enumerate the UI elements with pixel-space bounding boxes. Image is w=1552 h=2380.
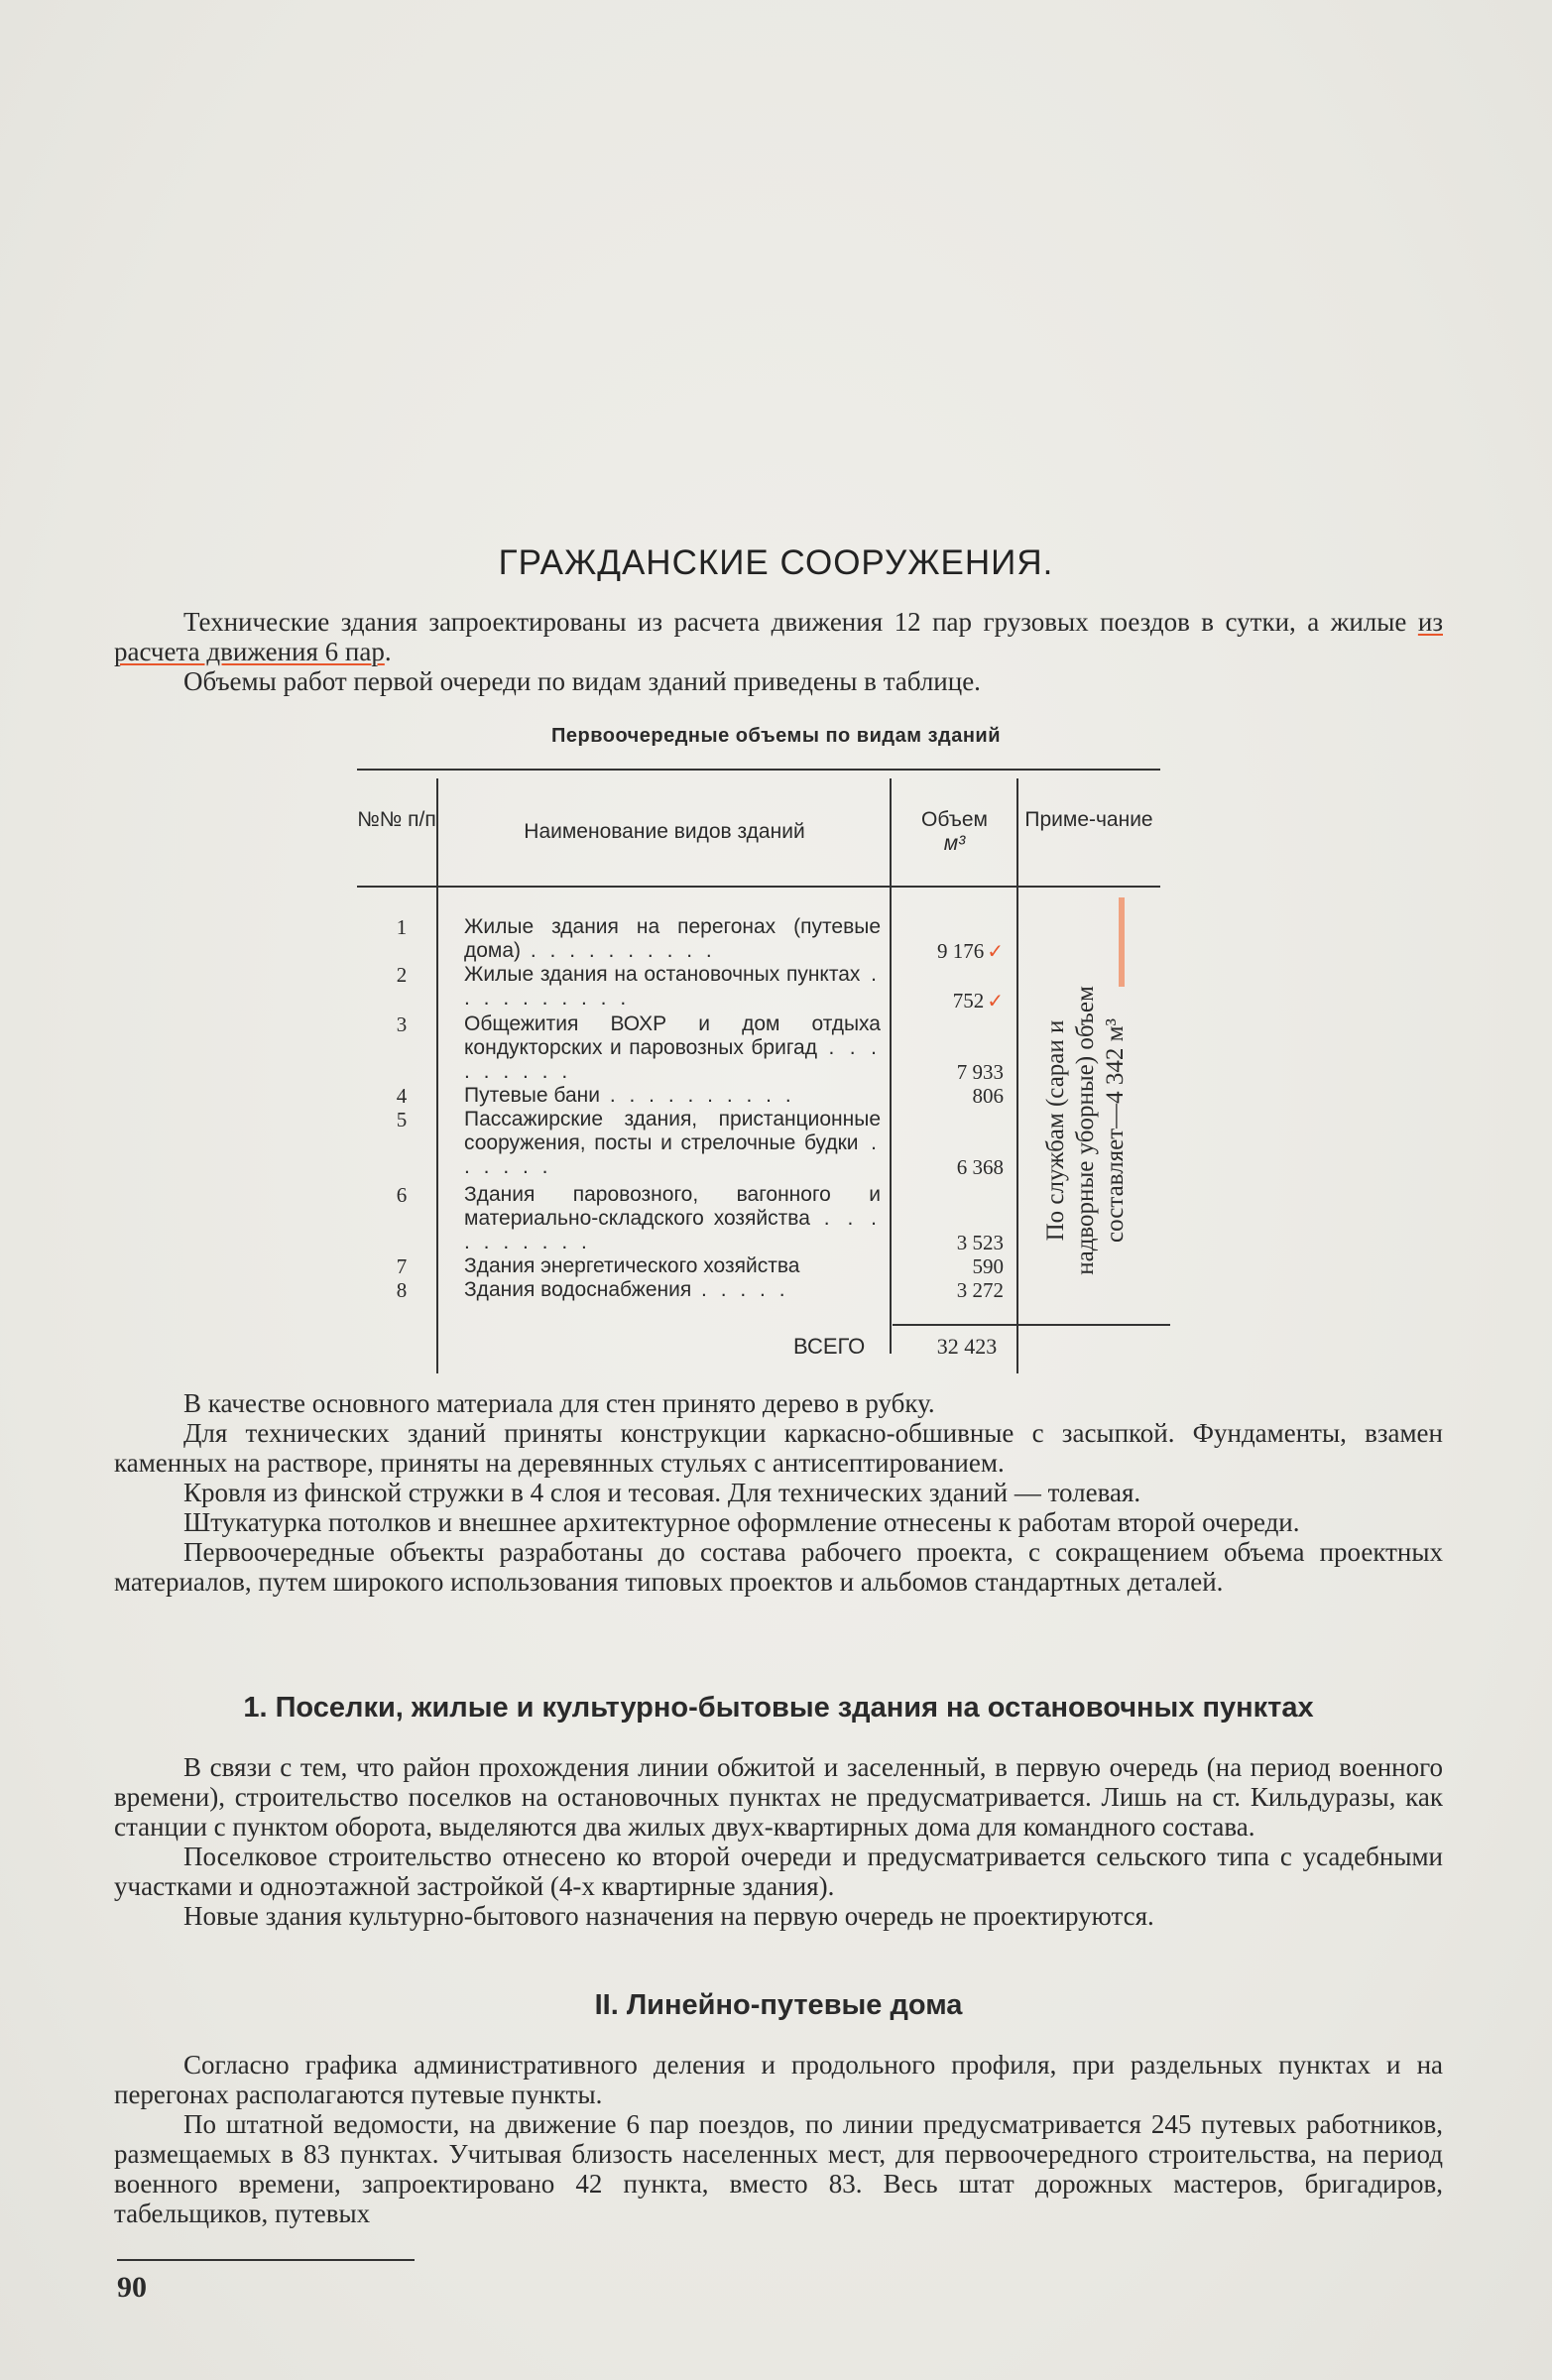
table-bottom-rule xyxy=(893,1324,1170,1326)
row-6-num: 6 xyxy=(396,1183,408,1207)
intro-text xyxy=(114,607,1443,696)
row-5-volume: 6 368 xyxy=(956,1155,1004,1179)
row-2-num: 2 xyxy=(396,963,408,987)
paragraph: Новые здания культурно-бытового назначения на первую очередь не проектируются. xyxy=(183,1901,1154,1931)
paragraph: Кровля из финской стружки в 4 слоя и тесовая. Для технических зданий — толевая. xyxy=(183,1478,1141,1507)
section-2-heading: II. Линейно-путевые дома xyxy=(594,1989,963,2021)
paragraph: Согласно графика административного деления и продольного профиля, при раздельных пунктах и на перегонах располагаются путевые пункты. xyxy=(114,2050,1443,2109)
total-label: ВСЕГО xyxy=(793,1334,866,1359)
volumes-table xyxy=(357,769,1170,1373)
page-number: 90 xyxy=(117,2271,147,2304)
row-3-volume: 7 933 xyxy=(956,1060,1004,1084)
row-7-name: Здания энергетического хозяйства xyxy=(464,1254,800,1277)
total-value: 32 423 xyxy=(936,1334,998,1359)
footer-rule xyxy=(117,2259,415,2261)
row-8-num: 8 xyxy=(396,1278,408,1302)
row-5-num: 5 xyxy=(396,1108,408,1131)
row-7-volume: 590 xyxy=(972,1254,1004,1278)
paragraph: В качестве основного материала для стен принято дерево в рубку. xyxy=(183,1388,935,1418)
vertical-note: По службам (сараи и надворные уборные) объем составляет—4 342 м³ xyxy=(1042,986,1129,1275)
row-1-num: 1 xyxy=(396,915,408,939)
row-8-name: Здания водоснабжения . . . . . xyxy=(464,1278,789,1301)
red-check-mark: ✓ xyxy=(987,991,1004,1012)
row-4-volume: 806 xyxy=(972,1084,1004,1108)
table-col-divider-3 xyxy=(1016,778,1018,1373)
paragraph: Штукатурка потолков и внешнее архитектурное оформление отнесены к работам второй очереди. xyxy=(183,1507,1300,1537)
after-table-text xyxy=(114,1388,1443,1597)
red-check-mark: ✓ xyxy=(987,941,1004,963)
row-1-volume: 9 176 ✓ xyxy=(936,939,1004,963)
red-highlight-mark xyxy=(1119,897,1125,987)
red-underlined-phrase: из расчета движения 6 пар xyxy=(114,607,1443,666)
row-7-num: 7 xyxy=(396,1254,408,1278)
intro-paragraph-2: Объемы работ первой очереди по видам зданий приведены в таблице. xyxy=(183,666,981,696)
paragraph: По штатной ведомости, на движение 6 пар поездов, по линии предусматривается 245 путевых работников, размещаемых в 83 пунктах. Учитывая близость населенных мест, для первоочередного строительства, на период военного времени, запроектировано 42 пункта, вместо 83. Весь штат дорожных мастеров, бригадиров, табельщиков, путевых xyxy=(114,2109,1443,2228)
paragraph: В связи с тем, что район прохождения линии обжитой и заселенный, в первую очередь (на период военного времени), строительство поселков на остановочных пунктах не предусматривается. Лишь на ст. Кильдуразы, как станции с пунктом оборота, выделяются два жилых двух-квартирных дома для командного состава. xyxy=(114,1752,1443,1842)
row-2-volume: 752 ✓ xyxy=(952,989,1004,1012)
row-2-name: Жилые здания на остановочных пунктах . . . . . . . . . . xyxy=(464,963,881,1010)
header-volume: Объем м³ xyxy=(921,808,988,855)
row-6-volume: 3 523 xyxy=(956,1231,1004,1254)
row-5-name: Пассажирские здания, пристанционные сооружения, посты и стрелочные будки . . . . . . xyxy=(464,1108,882,1178)
header-num: №№ п/п xyxy=(357,808,436,831)
section-1 xyxy=(114,1692,1443,1931)
row-3-num: 3 xyxy=(396,1012,408,1036)
row-4-num: 4 xyxy=(396,1084,408,1108)
row-4-name: Путевые бани . . . . . . . . . . xyxy=(464,1084,795,1107)
row-3-name: Общежития ВОХР и дом отдыха кондукторских и паровозных бригад . . . . . . . . . xyxy=(464,1012,881,1083)
row-8-volume: 3 272 xyxy=(956,1278,1004,1302)
table-col-divider-2 xyxy=(890,778,892,1354)
table-top-rule xyxy=(357,769,1160,771)
row-1-name: Жилые здания на перегонах (путевые дома) . . . . . . . . . . xyxy=(464,915,881,962)
paragraph: Для технических зданий приняты конструкции каркасно-обшивные с засыпкой. Фундаменты, взамен каменных на растворе, приняты на деревянных стульях с антисептированием. xyxy=(114,1418,1443,1478)
table-caption: Первоочередные объемы по видам зданий xyxy=(550,725,1001,747)
section-2 xyxy=(114,1989,1443,2228)
paragraph: Поселковое строительство отнесено ко второй очереди и предусматривается сельского типа с усадебными участками и одноэтажной застройкой (4-х квартирные здания). xyxy=(114,1842,1443,1901)
paragraph: Первоочередные объекты разработаны до состава рабочего проекта, с сокращением объема проектных материалов, путем широкого использования типовых проектов и альбомов стандартных деталей. xyxy=(114,1537,1443,1597)
table-header-rule xyxy=(357,886,1160,888)
page-title: ГРАЖДАНСКИЕ СООРУЖЕНИЯ. xyxy=(498,543,1054,582)
header-name: Наименование видов зданий xyxy=(524,820,805,843)
intro-paragraph-1: Технические здания запроектированы из расчета движения 12 пар грузовых поездов в сутки, а жилые из расчета движения 6 пар. xyxy=(114,607,1443,666)
section-1-heading: 1. Поселки, жилые и культурно-бытовые здания на остановочных пунктах xyxy=(243,1692,1314,1724)
row-6-name: Здания паровозного, вагонного и материально-складского хозяйства . . . . . . . . . . xyxy=(464,1183,881,1253)
header-note: Приме-чание xyxy=(1024,808,1153,831)
